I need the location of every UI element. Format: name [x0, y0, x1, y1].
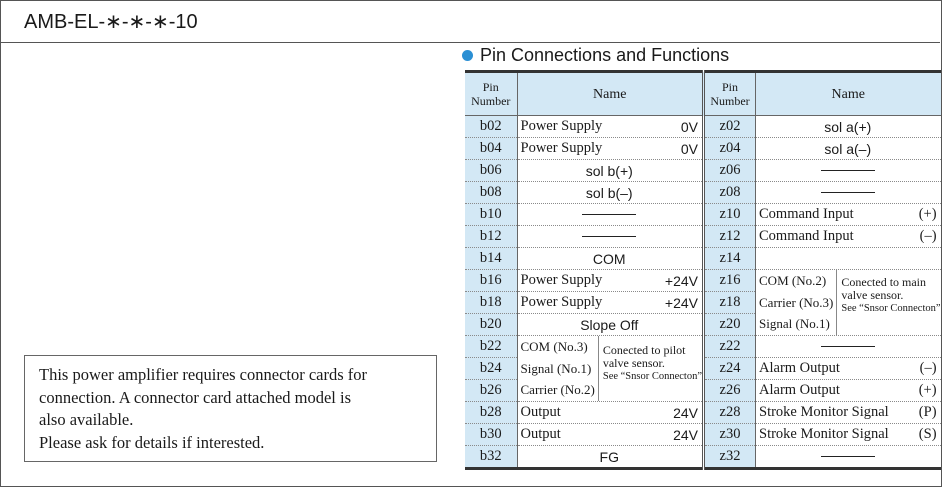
unused-dash — [582, 236, 636, 237]
group-note: Conected to pilot — [602, 343, 686, 358]
table-row — [465, 402, 941, 424]
notice-box — [24, 355, 437, 462]
pin-number: b14 — [465, 248, 517, 270]
pin-number: z24 — [704, 358, 756, 380]
pilot-valve-sensor-group — [517, 336, 704, 402]
pin-number: z32 — [704, 446, 756, 469]
pin-name: Command Input (–) — [756, 226, 941, 248]
pin-number: z04 — [704, 138, 756, 160]
pin-name-unused — [517, 226, 704, 248]
pin-name: Slope Off — [517, 314, 704, 336]
table-row — [465, 226, 941, 248]
pin-number: z20 — [704, 314, 756, 336]
notice-line: This power amplifier requires connector cards for — [39, 365, 368, 384]
table-row — [465, 204, 941, 226]
pin-number: b12 — [465, 226, 517, 248]
unused-dash — [821, 192, 875, 193]
group-note: See “Snsor Connecton” — [841, 303, 941, 314]
pin-name: sol b(+) — [517, 160, 704, 182]
table-row — [465, 182, 941, 204]
unused-dash — [821, 346, 875, 347]
table-row — [465, 116, 941, 138]
pin-table — [465, 70, 941, 470]
pin-name: sol a(+) — [756, 116, 941, 138]
unused-dash — [582, 214, 636, 215]
table-row — [465, 424, 941, 446]
pin-name: Alarm Output (–) — [756, 358, 941, 380]
pin-number: z16 — [704, 270, 756, 292]
header-row — [465, 72, 941, 116]
pin-name: Power Supply 0V — [517, 138, 704, 160]
pin-number: b20 — [465, 314, 517, 336]
pin-number: z12 — [704, 226, 756, 248]
pin-name-unused — [517, 204, 704, 226]
section-heading — [462, 44, 729, 66]
table-row — [465, 138, 941, 160]
group-item: Signal (No.1) — [759, 316, 830, 332]
group-note: See “Snsor Connecton” — [602, 371, 703, 383]
pin-name: Alarm Output (+) — [756, 380, 941, 402]
header-pin-number: Pin Number — [704, 72, 756, 116]
pin-number: b02 — [465, 116, 517, 138]
pin-number: b28 — [465, 402, 517, 424]
pin-number: b22 — [465, 336, 517, 358]
pin-number: z30 — [704, 424, 756, 446]
table-row — [465, 270, 941, 292]
pin-name-unused — [756, 336, 941, 358]
pin-number: b24 — [465, 358, 517, 380]
pin-number: b16 — [465, 270, 517, 292]
pin-name: Power Supply 0V — [517, 116, 704, 138]
notice-line: Please ask for details if interested. — [39, 432, 265, 452]
header-pin-number: Pin Number — [465, 72, 517, 116]
unused-dash — [821, 456, 875, 457]
pin-number: z22 — [704, 336, 756, 358]
header-name: Name — [517, 72, 704, 116]
pin-name: Output 24V — [517, 424, 704, 446]
group-item: Carrier (No.3) — [759, 294, 834, 310]
table-row — [465, 336, 941, 358]
pin-number: b32 — [465, 446, 517, 469]
pin-name-unused — [756, 446, 941, 469]
pin-name: Stroke Monitor Signal (P) — [756, 402, 941, 424]
pin-name-unused — [756, 160, 941, 182]
pin-number: z02 — [704, 116, 756, 138]
pin-number: z18 — [704, 292, 756, 314]
pin-name: COM — [517, 248, 704, 270]
notice-line: connection. A connector card attached model is — [39, 387, 352, 407]
pin-number: z06 — [704, 160, 756, 182]
section-title: Pin Connections and Functions — [480, 44, 730, 65]
pin-number: b30 — [465, 424, 517, 446]
bullet-dot-icon — [462, 50, 473, 61]
table-row — [465, 160, 941, 182]
pin-number: z14 — [704, 248, 756, 270]
pin-number: z28 — [704, 402, 756, 424]
model-title: AMB-EL-∗-∗-∗-10 — [0, 0, 940, 43]
pin-name-unused — [756, 182, 941, 204]
table-row — [465, 446, 941, 469]
group-item: Signal (No.1) — [520, 360, 592, 376]
pin-number: b08 — [465, 182, 517, 204]
pin-name: Output 24V — [517, 402, 704, 424]
pin-name: sol a(–) — [756, 138, 941, 160]
pin-name-empty — [756, 248, 941, 270]
pin-name: Stroke Monitor Signal (S) — [756, 424, 941, 446]
notice-line: also available. — [39, 410, 134, 429]
unused-dash — [821, 170, 875, 171]
group-item: COM (No.3) — [520, 339, 588, 355]
group-item: Carrier (No.2) — [520, 382, 595, 398]
pin-name: FG — [517, 446, 704, 469]
pin-number: b26 — [465, 380, 517, 402]
pin-number: b10 — [465, 204, 517, 226]
pin-name: Power Supply +24V — [517, 292, 704, 314]
group-note: Conected to main — [841, 275, 927, 289]
pin-number: b18 — [465, 292, 517, 314]
pin-number: b06 — [465, 160, 517, 182]
pin-name: Command Input (+) — [756, 204, 941, 226]
group-item: COM (No.2) — [759, 273, 827, 288]
pin-name: sol b(–) — [517, 182, 704, 204]
pin-number: z10 — [704, 204, 756, 226]
group-note: valve sensor. — [602, 356, 665, 371]
pin-number: z08 — [704, 182, 756, 204]
group-note: valve sensor. — [841, 288, 904, 302]
table-row — [465, 248, 941, 270]
pin-name: Power Supply +24V — [517, 270, 704, 292]
pin-number: z26 — [704, 380, 756, 402]
main-valve-sensor-group — [756, 270, 941, 336]
header-name: Name — [756, 72, 941, 116]
pin-number: b04 — [465, 138, 517, 160]
